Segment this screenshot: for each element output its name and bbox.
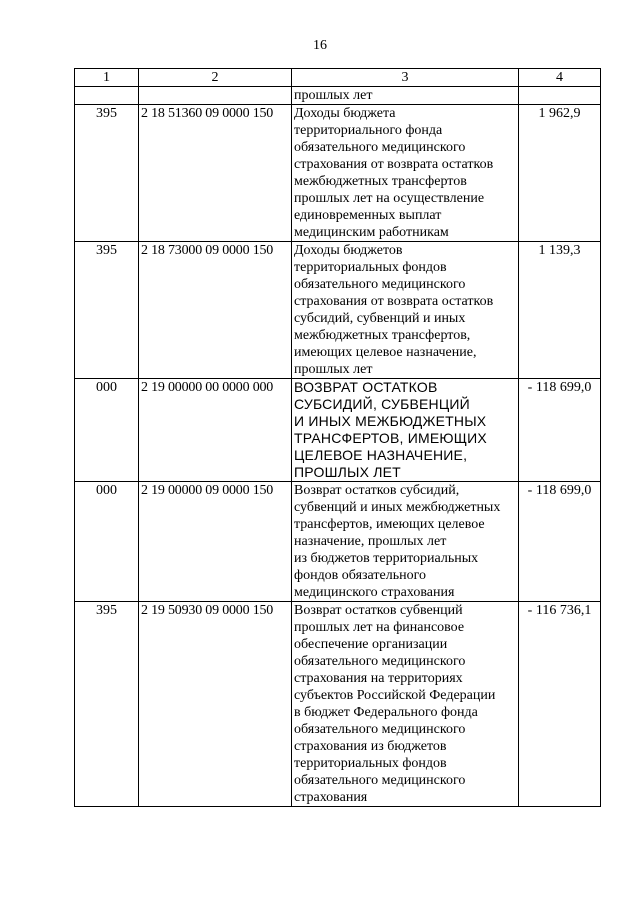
- header-row: [75, 69, 601, 87]
- admin-code-cell: 395: [75, 602, 139, 807]
- admin-code-cell: 395: [75, 242, 139, 379]
- budget-code-cell: [139, 87, 292, 105]
- page-number: 16: [313, 38, 327, 53]
- budget-code-cell: 2 19 00000 00 0000 000: [139, 379, 292, 482]
- header-col-1: 1: [75, 69, 139, 87]
- description-cell: Доходы бюджета территориального фонда обязательного медицинского страхования от возврата остатков межбюджетных трансфертов прошлых лет на осуществление единовременных выплат медицинским работникам: [292, 105, 519, 242]
- budget-code-cell: 2 18 51360 09 0000 150: [139, 105, 292, 242]
- description-cell: Доходы бюджетов территориальных фондов обязательного медицинского страхования от возврата остатков субсидий, субвенций и иных межбюджетных трансфертов, имеющих целевое назначение, прошлых лет: [292, 242, 519, 379]
- table-row: [75, 242, 601, 379]
- budget-code-cell: 2 19 50930 09 0000 150: [139, 602, 292, 807]
- table-row: [75, 105, 601, 242]
- description-cell: прошлых лет: [292, 87, 519, 105]
- header-col-4: 4: [519, 69, 601, 87]
- table-row: [75, 602, 601, 807]
- admin-code-cell: 395: [75, 105, 139, 242]
- budget-code-cell: 2 19 00000 09 0000 150: [139, 482, 292, 602]
- table-row: [75, 482, 601, 602]
- description-cell: Возврат остатков субсидий, субвенций и иных межбюджетных трансфертов, имеющих целевое назначение, прошлых лет из бюджетов территориальных фондов обязательного медицинского страхования: [292, 482, 519, 602]
- budget-table: [74, 68, 601, 807]
- amount-cell: - 116 736,1: [519, 602, 601, 807]
- amount-cell: 1 962,9: [519, 105, 601, 242]
- amount-cell: [519, 87, 601, 105]
- admin-code-cell: 000: [75, 482, 139, 602]
- table-row: [75, 87, 601, 105]
- header-col-3: 3: [292, 69, 519, 87]
- table-header: [75, 69, 601, 87]
- amount-cell: - 118 699,0: [519, 379, 601, 482]
- table-body: [75, 87, 601, 807]
- description-cell: Возврат остатков субвенций прошлых лет на финансовое обеспечение организации обязательного медицинского страхования на территориях субъектов Российской Федерации в бюджет Федерального фонда обязательного медицинского страхования из бюджетов территориальных фондов обязательного медицинского страхования: [292, 602, 519, 807]
- amount-cell: - 118 699,0: [519, 482, 601, 602]
- header-col-2: 2: [139, 69, 292, 87]
- admin-code-cell: 000: [75, 379, 139, 482]
- budget-code-cell: 2 18 73000 09 0000 150: [139, 242, 292, 379]
- description-cell: ВОЗВРАТ ОСТАТКОВ СУБСИДИЙ, СУБВЕНЦИЙ И ИНЫХ МЕЖБЮДЖЕТНЫХ ТРАНСФЕРТОВ, ИМЕЮЩИХ ЦЕЛЕВОЕ НАЗНАЧЕНИЕ, ПРОШЛЫХ ЛЕТ: [292, 379, 519, 482]
- amount-cell: 1 139,3: [519, 242, 601, 379]
- table-row: [75, 379, 601, 482]
- admin-code-cell: [75, 87, 139, 105]
